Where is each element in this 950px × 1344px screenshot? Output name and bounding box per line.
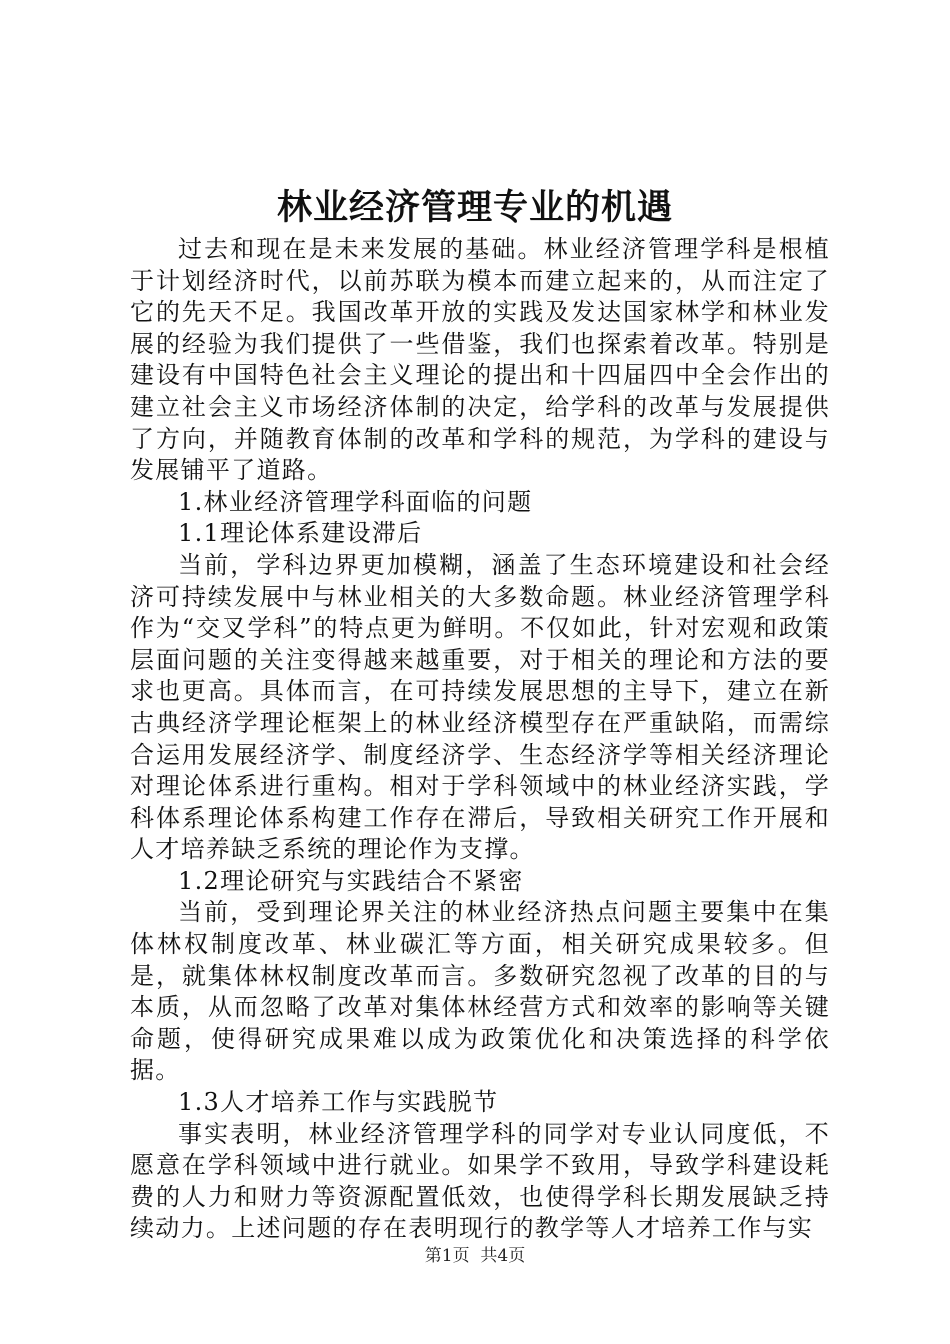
page-footer xyxy=(0,1244,950,1268)
subsection-heading: 1.2理论研究与实践结合不紧密 xyxy=(178,866,524,895)
subsection-heading: 1.3人才培养工作与实践脱节 xyxy=(178,1088,499,1117)
body-paragraph: 当前，受到理论界关注的林业经济热点问题主要集中在集体林权制度改革、林业碳汇等方面，相关研究成果较多。但是，就集体林权制度改革而言。多数研究忽视了改革的目的与本质，从而忽略了改革对集体林经营方式和效率的影响等关键命题，使得研究成果难以成为政策优化和决策选择的科学依据。 xyxy=(130,898,830,1085)
document-body xyxy=(130,234,830,1245)
body-paragraph: 过去和现在是未来发展的基础。林业经济管理学科是根植于计划经济时代，以前苏联为模本而建立起来的，从而注定了它的先天不足。我国改革开放的实践及发达国家林学和林业发展的经验为我们提供了一些借鉴，我们也探索着改革。特别是建设有中国特色社会主义理论的提出和十四届四中全会作出的建立社会主义市场经济体制的决定，给学科的改革与发展提供了方向，并随教育体制的改革和学科的规范，为学科的建设与发展铺平了道路。 xyxy=(130,235,830,485)
body-paragraph: 事实表明，林业经济管理学科的同学对专业认同度低，不愿意在学科领域中进行就业。如果学不致用，导致学科建设耗费的人力和财力等资源配置低效，也使得学科长期发展缺乏持续动力。上述问题的存在表明现行的教学等人才培养工作与实 xyxy=(130,1119,830,1243)
page-number-label: 第1页 共4页 xyxy=(424,1246,526,1266)
section-heading: 1.林业经济管理学科面临的问题 xyxy=(178,487,533,516)
document-title: 林业经济管理专业的机遇 xyxy=(276,187,673,228)
subsection-heading: 1.1理论体系建设滞后 xyxy=(178,519,423,548)
body-paragraph: 当前，学科边界更加模糊，涵盖了生态环境建设和社会经济可持续发展中与林业相关的大多数命题。林业经济管理学科作为“交叉学科”的特点更为鲜明。不仅如此，针对宏观和政策层面问题的关注变得越来越重要，对于相关的理论和方法的要求也更高。具体而言，在可持续发展思想的主导下，建立在新古典经济学理论框架上的林业经济模型存在严重缺陷，而需综合运用发展经济学、制度经济学、生态经济学等相关经济理论对理论体系进行重构。相对于学科领域中的林业经济实践，学科体系理论体系构建工作存在滞后，导致相关研究工作开展和人才培养缺乏系统的理论作为支撑。 xyxy=(130,550,830,864)
